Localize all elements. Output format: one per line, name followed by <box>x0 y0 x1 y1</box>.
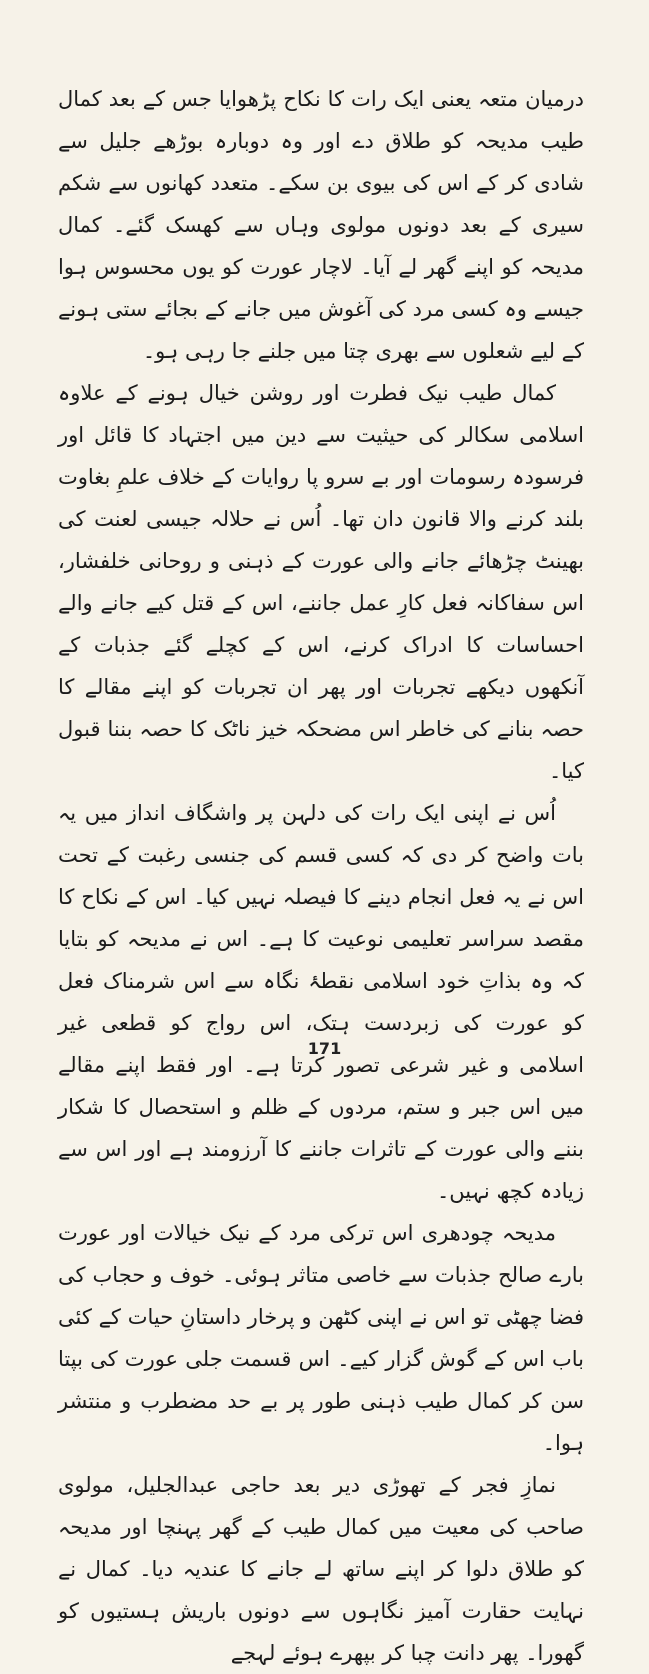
page-number: 171 <box>307 1039 342 1058</box>
paragraph-4: مدیحہ چودھری اس ترکی مرد کے نیک خیالات اور عورت بارے صالح جذبات سے خاصی متاثر ہوئی۔ خوف و حجاب کی فضا چھٹی تو اس نے اپنی کٹھن و پرخار داستانِ حیات کے کئی باب اس کے گوش گزار کیے۔ اس قسمت جلی عورت کی بپتا سن کر کمال طیب ذہنی طور پر بے حد مضطرب و منتشر ہوا۔ <box>58 1221 584 1455</box>
paragraph-2: کمال طیب نیک فطرت اور روشن خیال ہونے کے علاوہ اسلامی سکالر کی حیثیت سے دین میں اجتہاد کا قائل اور فرسودہ رسومات اور بے سرو پا روایات کے خلاف علمِ بغاوت بلند کرنے والا قانون دان تھا۔ اُس نے حلالہ جیسی لعنت کی بھینٹ چڑھائے جانے والی عورت کے ذہنی و روحانی خلفشار، اس سفاکانہ فعل کارِ عمل جاننے، اس کے قتل کیے جانے والے احساسات کا ادراک کرنے، اس کے کچلے گئے جذبات کے آنکھوں دیکھے تجربات اور پھر ان تجربات کو اپنے مقالے کا حصہ بنانے کی خاطر اس مضحکہ خیز ناٹک کا حصہ بننا قبول کیا۔ <box>58 381 584 783</box>
paragraph-1: درمیان متعہ یعنی ایک رات کا نکاح پڑھوایا جس کے بعد کمال طیب مدیحہ کو طلاق دے اور وہ دوبارہ بوڑھے جلیل سے شادی کر کے اس کی بیوی بن سکے۔ متعدد کھانوں سے شکم سیری کے بعد دونوں مولوی وہاں سے کھسک گئے۔ کمال مدیحہ کو اپنے گھر لے آیا۔ لاچار عورت کو یوں محسوس ہوا جیسے وہ کسی مرد کی آغوش میں جانے کے بجائے ستی ہونے کے لیے شعلوں سے بھری چتا میں جلنے جا رہی ہو۔ <box>58 87 584 363</box>
paragraph-3: اُس نے اپنی ایک رات کی دلہن پر واشگاف انداز میں یہ بات واضح کر دی کہ کسی قسم کی جنسی رغبت کے تحت اس نے یہ فعل انجام دینے کا فیصلہ نہیں کیا۔ اس کے نکاح کا مقصد سراسر تعلیمی نوعیت کا ہے۔ اس نے مدیحہ کو بتایا کہ وہ بذاتِ خود اسلامی نقطۂ نگاہ سے اس شرمناک فعل کو عورت کی زبردست ہتک، اس رواج کو قطعی غیر اسلامی و غیر شرعی تصور کرتا ہے۔ اور فقط اپنے مقالے میں اس جبر و ستم، مردوں کے ظلم و استحصال کا شکار بننے والی عورت کے تاثرات جاننے کا آرزومند ہے اور اس سے زیادہ کچھ نہیں۔ <box>58 801 584 1203</box>
paragraph-5: نمازِ فجر کے تھوڑی دیر بعد حاجی عبدالجلیل، مولوی صاحب کی معیت میں کمال طیب کے گھر پہنچا اور مدیحہ کو طلاق دلوا کر اپنے ساتھ لے جانے کا عندیہ دیا۔ کمال نے نہایت حقارت آمیز نگاہوں سے دونوں باریش ہستیوں کو گھورا۔ پھر دانت چبا کر بپھرے ہوئے لہجے <box>58 1473 584 1665</box>
body-text <box>58 78 584 1674</box>
